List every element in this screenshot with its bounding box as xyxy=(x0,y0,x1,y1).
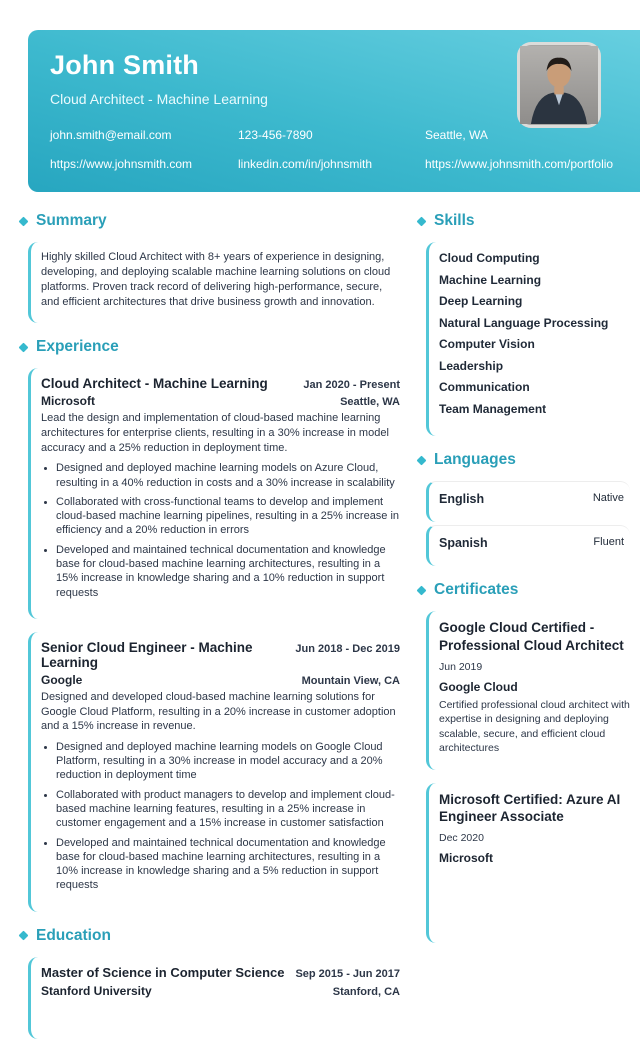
education-degree: Master of Science in Computer Science xyxy=(41,964,285,980)
summary-text: Highly skilled Cloud Architect with 8+ years of experience in designing, developing, and deploying scalable machine learning solutions on cloud platforms. Proven track record of delivering high-performance, secure, and efficient architectures that drive business growth and innovation. xyxy=(41,251,391,308)
skill-item: Natural Language Processing xyxy=(439,315,609,330)
diamond-icon xyxy=(417,216,427,226)
skills-list xyxy=(439,250,630,417)
person-title: Cloud Architect - Machine Learning xyxy=(50,91,268,107)
resume-body xyxy=(0,192,640,1054)
summary-card xyxy=(28,242,400,323)
section-certificates xyxy=(418,581,630,942)
language-level: Native xyxy=(592,492,624,505)
diamond-icon xyxy=(19,216,29,226)
skill-item: Machine Learning xyxy=(439,272,542,287)
skill-item: Leadership xyxy=(439,358,504,373)
skills-card xyxy=(426,242,630,436)
certificate-description: Certified professional cloud architect with expertise in designing and deploying scalable, secure, and efficient cloud architectures xyxy=(439,699,630,755)
resume-page xyxy=(0,30,640,998)
certificates-heading xyxy=(418,581,630,599)
job-location: Seattle, WA xyxy=(340,396,400,409)
skill-item: Deep Learning xyxy=(439,294,523,309)
certificate-issuer: Google Cloud xyxy=(439,680,518,694)
contact-info xyxy=(50,128,640,171)
job-company: Google xyxy=(41,672,83,687)
education-entry xyxy=(28,957,400,1039)
certificate-entry xyxy=(426,611,630,769)
job-company: Microsoft xyxy=(41,394,95,409)
skills-heading xyxy=(418,212,630,230)
certificate-title: Google Cloud Certified - Professional Cloud Architect xyxy=(439,620,624,654)
language-level: Fluent xyxy=(593,536,624,549)
education-school: Stanford University xyxy=(41,983,152,998)
person-avatar-graphic xyxy=(520,45,598,125)
experience-entry xyxy=(28,368,400,619)
job-title: Cloud Architect - Machine Learning xyxy=(41,376,268,392)
section-education xyxy=(20,927,400,1039)
bullet-item: • Developed and maintained technical documentation and knowledge base for cloud-based machine learning architectures, resulting in a 10% increase in knowledge sharing and a 5% reduction in support requests xyxy=(56,836,400,893)
job-bullet-list xyxy=(41,461,400,600)
section-languages xyxy=(418,451,630,566)
section-summary xyxy=(20,212,400,323)
contact-portfolio-link[interactable]: https://www.johnsmith.com/portfolio xyxy=(425,157,614,171)
contact-website-link[interactable]: https://www.johnsmith.com xyxy=(50,157,193,171)
right-column xyxy=(418,212,630,1054)
education-dates: Sep 2015 - Jun 2017 xyxy=(295,967,400,980)
job-description: Lead the design and implementation of cloud-based machine learning architectures for enterprise clients, resulting in a 30% increase in model accuracy and a 25% reduction in deployment time. xyxy=(41,412,389,454)
contact-phone: 123-456-7890 xyxy=(238,128,313,142)
bullet-item: • Designed and deployed machine learning models on Azure Cloud, resulting in a 40% reduction in costs and a 30% increase in scalability xyxy=(56,461,400,490)
bullet-item: • Collaborated with cross-functional teams to develop and implement cloud-based machine learning pipelines, resulting in a 25% increase in efficiency and a 20% reduction in errors xyxy=(56,495,400,538)
job-title: Senior Cloud Engineer - Machine Learning xyxy=(41,639,253,670)
left-column xyxy=(20,212,400,1054)
diamond-icon xyxy=(417,455,427,465)
education-heading xyxy=(20,927,400,945)
skill-item: Team Management xyxy=(439,401,547,416)
job-description: Designed and developed cloud-based machine learning solutions for Google Cloud Platform, resulting in a 20% increase in customer adoption and a 15% increase in revenue. xyxy=(41,690,396,733)
resume-header xyxy=(28,30,640,192)
diamond-icon xyxy=(19,931,29,941)
profile-photo xyxy=(517,42,601,128)
certificates-heading-label: Certificates xyxy=(434,581,519,599)
experience-heading-label: Experience xyxy=(36,338,119,356)
certificate-title: Microsoft Certified: Azure AI Engineer Associate xyxy=(439,791,621,825)
certificate-issuer: Microsoft xyxy=(439,851,493,866)
certificate-date: Jun 2019 xyxy=(439,661,483,673)
person-name: John Smith xyxy=(50,50,199,80)
section-skills xyxy=(418,212,630,436)
education-location: Stanford, CA xyxy=(332,985,400,998)
contact-email[interactable]: john.smith@email.com xyxy=(50,128,172,142)
language-name: English xyxy=(439,492,485,507)
skills-heading-label: Skills xyxy=(434,212,475,229)
contact-location: Seattle, WA xyxy=(425,128,488,142)
certificate-date: Dec 2020 xyxy=(439,832,484,845)
contact-linkedin-link[interactable]: linkedin.com/in/johnsmith xyxy=(238,157,373,171)
job-dates: Jun 2018 - Dec 2019 xyxy=(295,642,400,655)
section-experience xyxy=(20,338,400,911)
language-entry xyxy=(426,525,630,566)
job-bullet-list xyxy=(41,740,400,893)
experience-heading xyxy=(20,338,400,356)
skill-item: Computer Vision xyxy=(439,337,535,352)
job-dates: Jan 2020 - Present xyxy=(303,379,400,392)
bullet-item: • Collaborated with product managers to develop and implement cloud-based machine learning features, resulting in a 25% increase in customer engagement and a 15% increase in customer satisfaction xyxy=(56,788,400,831)
diamond-icon xyxy=(417,585,427,595)
languages-heading xyxy=(418,451,630,469)
language-entry xyxy=(426,481,630,522)
diamond-icon xyxy=(19,342,29,352)
languages-heading-label: Languages xyxy=(434,451,516,469)
skill-item: Communication xyxy=(439,380,530,395)
experience-entry xyxy=(28,632,400,912)
bullet-item: • Developed and maintained technical documentation and knowledge base for cloud-based machine learning architectures, resulting in a 15% increase in knowledge sharing and a 10% reduction in support requests xyxy=(56,543,400,600)
bullet-item: • Designed and deployed machine learning models on Google Cloud Platform, resulting in a 30% increase in model accuracy and a 20% reduction in deployment time xyxy=(56,740,400,783)
certificate-entry xyxy=(426,783,630,943)
skill-item: Cloud Computing xyxy=(439,251,540,265)
language-name: Spanish xyxy=(439,536,488,551)
education-heading-label: Education xyxy=(36,926,111,944)
summary-heading xyxy=(20,212,400,230)
summary-heading-label: Summary xyxy=(36,212,107,229)
job-location: Mountain View, CA xyxy=(301,674,400,687)
